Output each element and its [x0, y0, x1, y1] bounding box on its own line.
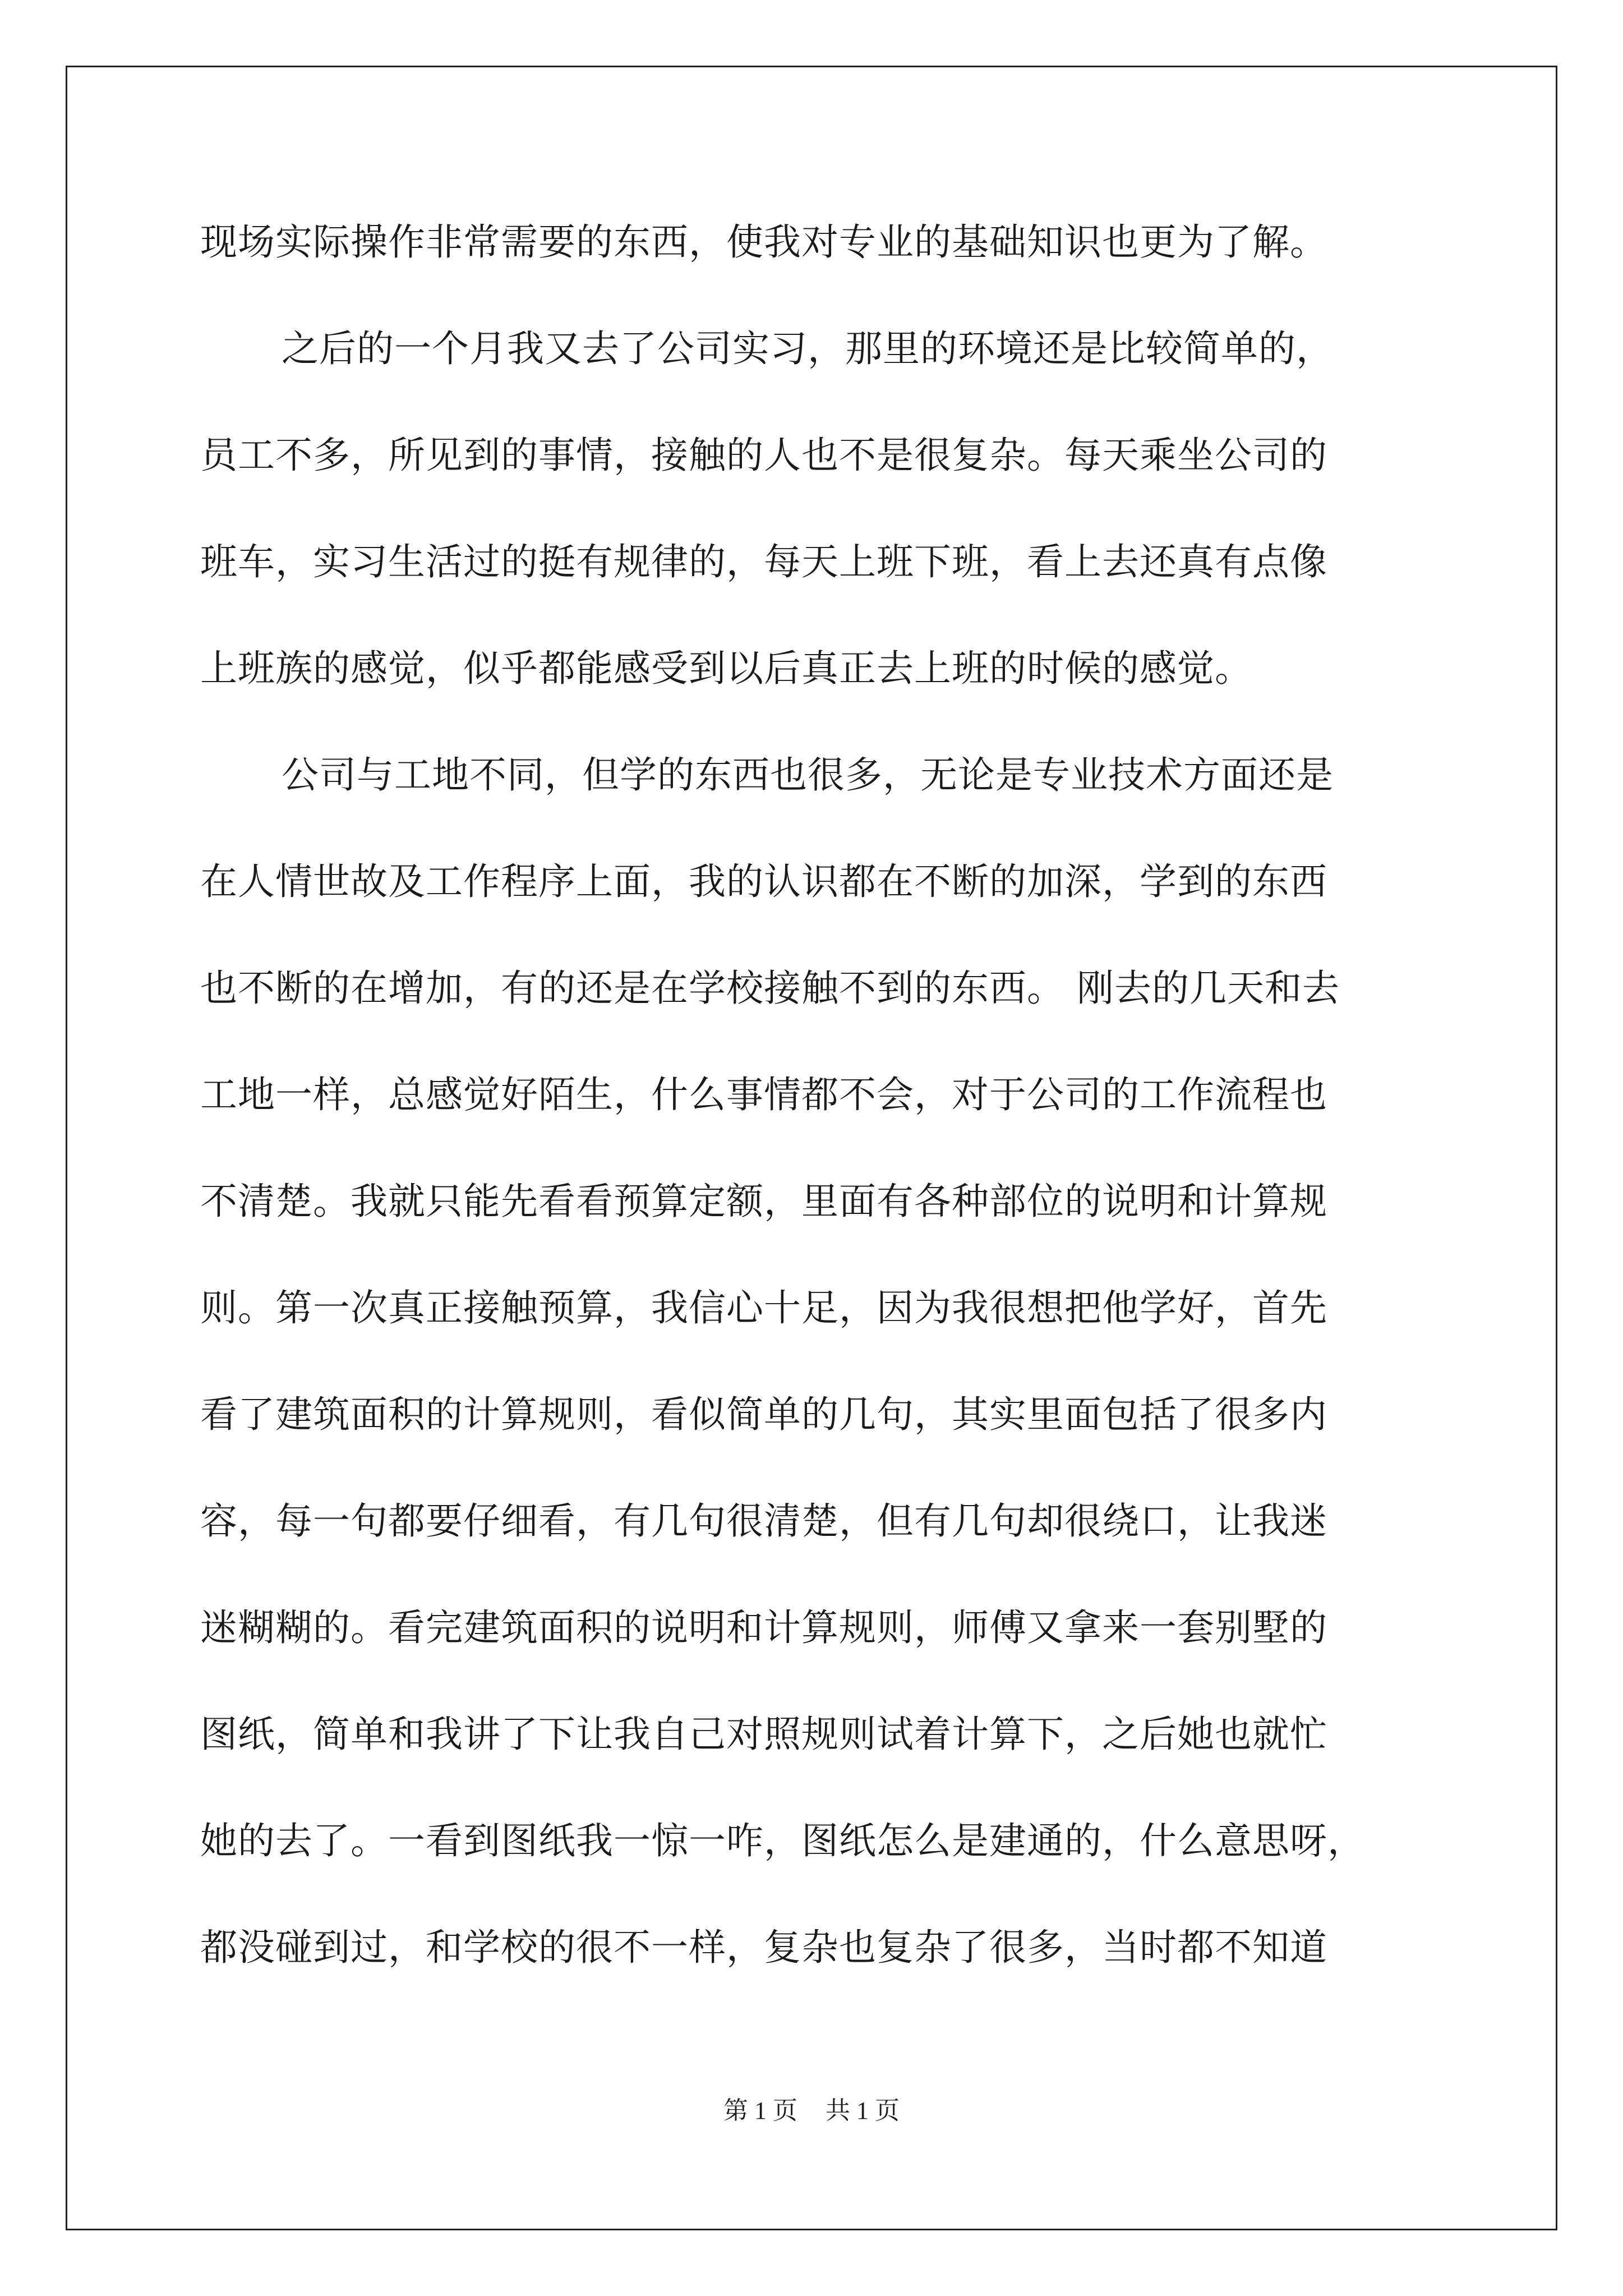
text-line: 在人情世故及工作程序上面，我的认识都在不断的加深，学到的东西 [200, 860, 1327, 903]
text-line: 班车，实习生活过的挺有规律的，每天上班下班，看上去还真有点像 [200, 540, 1327, 583]
text-line: 也不断的在增加，有的还是在学校接触不到的东西。 刚去的几天和去 [200, 967, 1340, 1010]
text-line: 现场实际操作非常需要的东西，使我对专业的基础知识也更为了解。 [200, 220, 1327, 264]
text-line: 不清楚。我就只能先看看预算定额，里面有各种部位的说明和计算规 [200, 1180, 1327, 1223]
page-total: 共 1 页 [826, 2097, 900, 2124]
text-line: 她的去了。一看到图纸我一惊一咋，图纸怎么是建通的，什么意思呀， [200, 1819, 1365, 1862]
text-line: 工地一样，总感觉好陌生，什么事情都不会，对于公司的工作流程也 [200, 1073, 1327, 1116]
text-line: 容，每一句都要仔细看，有几句很清楚，但有几句却很绕口，让我迷 [200, 1499, 1327, 1543]
text-line: 公司与工地不同，但学的东西也很多，无论是专业技术方面还是 [282, 753, 1334, 797]
page-border [66, 66, 1557, 2230]
text-line: 看了建筑面积的计算规则，看似简单的几句，其实里面包括了很多内 [200, 1393, 1327, 1436]
text-line: 员工不多，所见到的事情，接触的人也不是很复杂。每天乘坐公司的 [200, 434, 1327, 477]
page-number: 第 1 页 [723, 2097, 797, 2124]
page-footer [0, 2094, 1623, 2128]
text-line: 迷糊糊的。看完建筑面积的说明和计算规则，师傅又拿来一套别墅的 [200, 1606, 1327, 1649]
text-line: 上班族的感觉，似乎都能感受到以后真正去上班的时候的感觉。 [200, 647, 1252, 690]
text-line: 则。第一次真正接触预算，我信心十足，因为我很想把他学好，首先 [200, 1286, 1327, 1329]
text-line: 图纸，简单和我讲了下让我自己对照规则试着计算下，之后她也就忙 [200, 1713, 1327, 1756]
text-line: 之后的一个月我又去了公司实习，那里的环境还是比较简单的， [282, 327, 1334, 370]
text-line: 都没碰到过，和学校的很不一样，复杂也复杂了很多，当时都不知道 [200, 1926, 1327, 1969]
